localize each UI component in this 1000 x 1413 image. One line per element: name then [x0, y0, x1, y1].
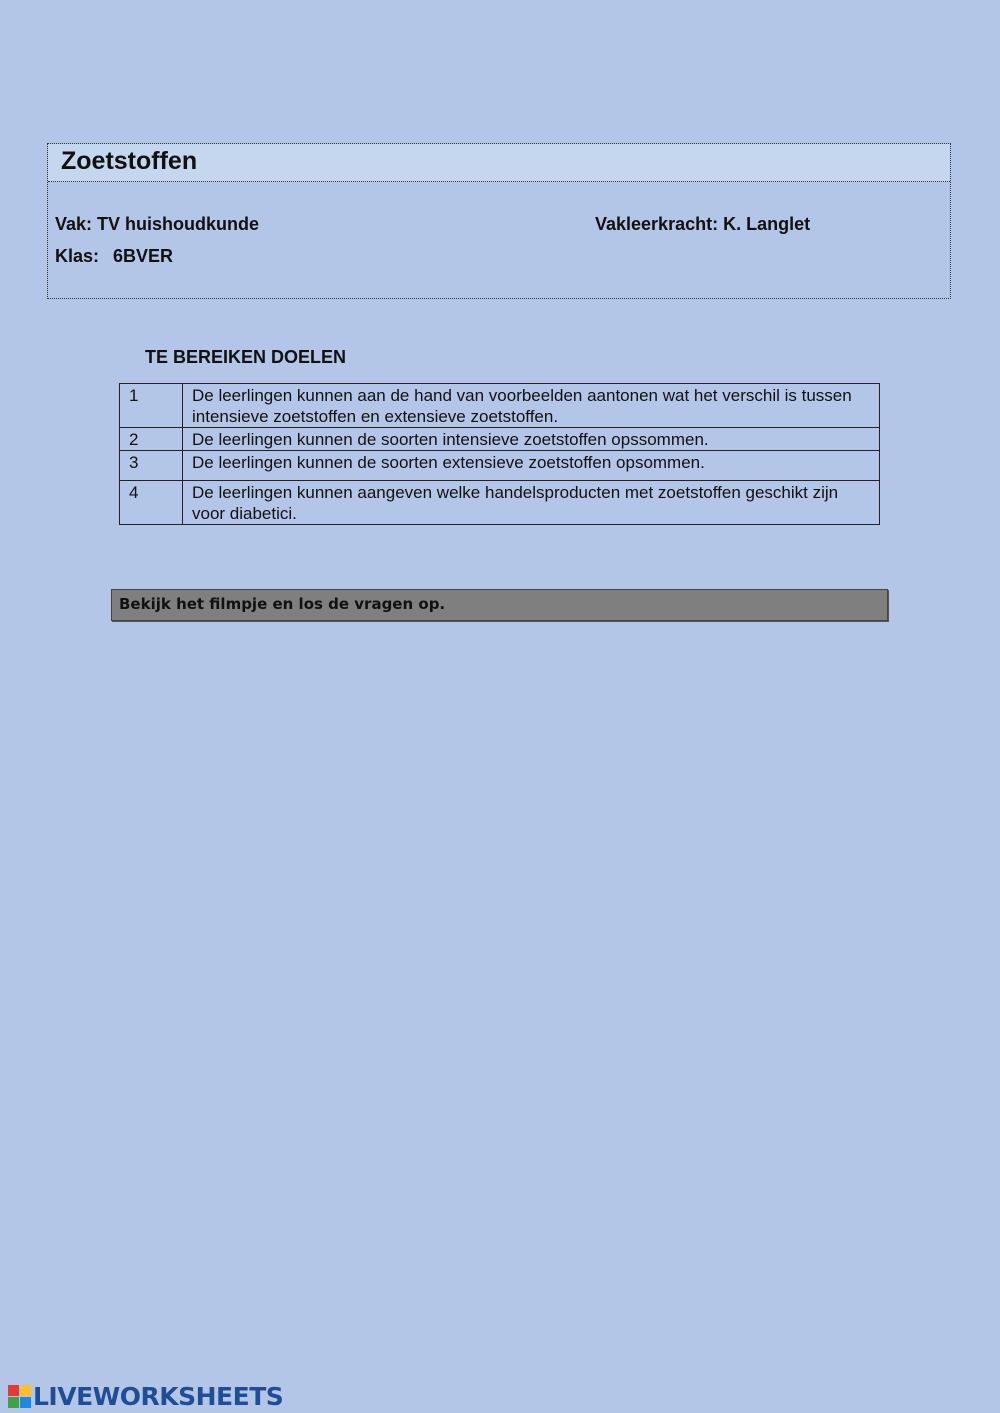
class-value: 6BVER: [113, 246, 174, 266]
logo-block: [8, 1385, 19, 1396]
goal-number: 4: [120, 481, 183, 525]
teacher-label: Vakleerkracht:: [595, 214, 719, 234]
goal-text: De leerlingen kunnen de soorten extensieve zoetstoffen opsommen.: [183, 451, 880, 481]
logo-block: [20, 1397, 31, 1408]
subject-value: TV huishoudkunde: [97, 214, 260, 234]
subject-label: Vak:: [55, 214, 93, 234]
table-row: [120, 384, 880, 428]
goal-number: 2: [120, 428, 183, 451]
goals-table: [119, 383, 880, 525]
page-title: Zoetstoffen: [48, 144, 950, 182]
logo-block: [8, 1397, 19, 1408]
liveworksheets-logo[interactable]: [8, 1382, 283, 1411]
class-label: Klas:: [55, 246, 100, 266]
goals-heading: TE BEREIKEN DOELEN: [145, 347, 347, 367]
class-line: [55, 246, 173, 267]
header-box: [47, 143, 951, 299]
subject-line: [55, 214, 259, 235]
goal-text: De leerlingen kunnen de soorten intensieve zoetstoffen opssommen.: [183, 428, 880, 451]
teacher-line: [595, 214, 810, 235]
logo-blocks-icon: [8, 1385, 31, 1408]
logo-text: LIVEWORKSHEETS: [33, 1382, 284, 1411]
table-row: [120, 451, 880, 481]
goal-number: 3: [120, 451, 183, 481]
table-row: [120, 481, 880, 525]
table-row: [120, 428, 880, 451]
instruction-bar: Bekijk het filmpje en los de vragen op.: [111, 589, 888, 621]
goal-text: De leerlingen kunnen aan de hand van voorbeelden aantonen wat het verschil is tussen intensieve zoetstoffen en extensieve zoetstoffen.: [183, 384, 880, 428]
teacher-value: K. Langlet: [723, 214, 811, 234]
logo-block: [20, 1385, 31, 1396]
goal-text: De leerlingen kunnen aangeven welke handelsproducten met zoetstoffen geschikt zijn voor diabetici.: [183, 481, 880, 525]
goal-number: 1: [120, 384, 183, 428]
